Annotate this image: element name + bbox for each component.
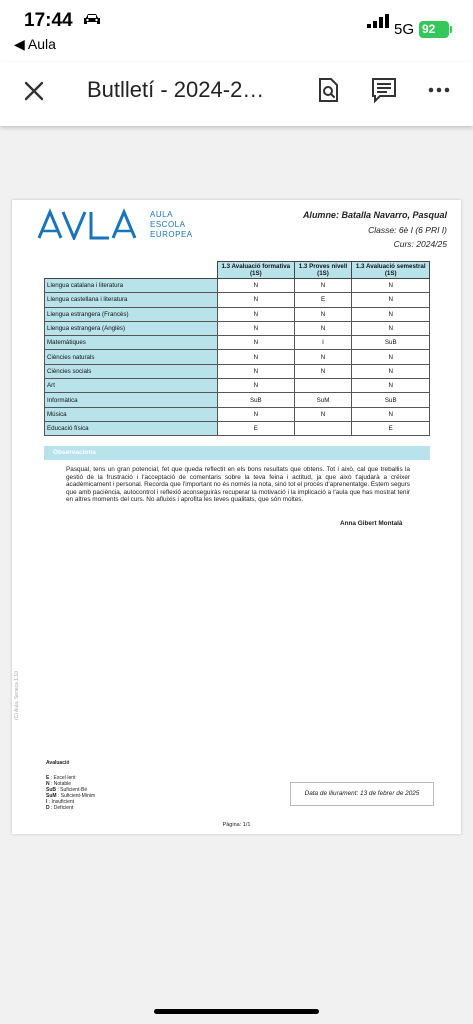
logo-line-3: EUROPEA (150, 230, 193, 239)
grade-cell: N (218, 407, 295, 421)
legend-desc: : Deficient (51, 805, 74, 811)
grade-cell: N (352, 379, 430, 393)
grade-cell (294, 379, 352, 393)
grade-cell: N (218, 321, 295, 335)
teacher-name: Anna Gibert Montalà (340, 520, 403, 527)
legend-desc: : Notable (51, 781, 72, 787)
grade-cell: SuM (294, 393, 352, 407)
signal-icon (367, 14, 389, 28)
legend-desc: : Suficient-Mínim (57, 793, 96, 799)
table-row (45, 321, 430, 335)
grade-cell: E (352, 421, 430, 435)
logo-text (150, 210, 193, 240)
subject-cell: Educació física (45, 421, 218, 435)
legend-code: N (46, 781, 50, 787)
watermark: (C) Aula, Seneca 1.10 (14, 671, 20, 720)
grade-cell: SuB (352, 393, 430, 407)
grade-cell (294, 421, 352, 435)
home-indicator[interactable] (154, 1009, 319, 1014)
grade-cell: I (294, 336, 352, 350)
table-row (45, 393, 430, 407)
observations-text: Pasqual, tens un gran potencial, fet que queda reflectit en els bons resultats que obtens. Tot i això, cal que treballis la gestió de la frustració i l'acceptació de comentaris sobre la teva feina i actitud, ja que això t'ajudarà a créixer acadèmicament i personal. Recorda que l'important no és només la nota, sinó tot el procés d'aprenentatge. Estem segurs que amb paciència, autocontrol i reflexió aconseguiràs recuperar la motivació i la implicació a l'aula que has mostrat tenir en altres moments del curs. No afluixis i aprofita les teves qualitats, que són moltes. (66, 466, 410, 504)
grade-cell: N (218, 336, 295, 350)
legend-desc: : Excel·lent (50, 775, 76, 781)
close-icon[interactable] (22, 79, 46, 103)
subject-cell: Llengua catalana i literatura (45, 279, 218, 293)
subject-cell: Ciències socials (45, 364, 218, 378)
table-row (45, 307, 430, 321)
grade-cell: E (294, 293, 352, 307)
legend-item (46, 805, 95, 811)
comments-icon[interactable] (370, 76, 398, 104)
subject-cell: Informàtica (45, 393, 218, 407)
legend-code: SuB (46, 787, 56, 793)
grade-cell: N (294, 321, 352, 335)
legend-code: E (46, 775, 50, 781)
report-page (12, 200, 461, 834)
grade-cell: N (352, 350, 430, 364)
column-header: 1.3 Avaluació formativa (1S) (218, 262, 295, 279)
grade-cell: N (352, 279, 430, 293)
document-title: Butlletí - 2024-2… (87, 77, 265, 102)
grade-cell: N (218, 279, 295, 293)
observations-header: Observacions (44, 446, 430, 460)
subject-cell: Música (45, 407, 218, 421)
page-number: Pàgina: 1/1 (222, 822, 251, 828)
grade-cell: N (218, 307, 295, 321)
student-name: Alumne: Batalla Navarro, Pasqual (302, 210, 447, 220)
search-document-icon[interactable] (314, 76, 342, 104)
table-row (45, 407, 430, 421)
logo-line-2: ESCOLA (150, 220, 186, 229)
legend-title: Avaluació (46, 760, 70, 766)
back-to-app-link[interactable]: ◀ Aula (14, 36, 56, 52)
grade-cell: N (218, 350, 295, 364)
legend-code: SuM (46, 793, 57, 799)
aula-logo-icon (37, 208, 147, 240)
legend-desc: : Insuficient (48, 799, 75, 805)
grade-cell: N (352, 321, 430, 335)
table-row (45, 364, 430, 378)
table-row (45, 279, 430, 293)
grade-cell: N (352, 407, 430, 421)
delivery-date: Data de lliurament: 13 de febrer de 2025 (290, 782, 434, 806)
battery-icon (450, 26, 452, 33)
grade-cell: SuB (218, 393, 295, 407)
grade-cell: N (218, 293, 295, 307)
school-year: Curs: 2024/25 (393, 239, 447, 249)
status-time: 17:44 (24, 10, 73, 31)
app-bar (0, 62, 473, 126)
grade-legend (46, 760, 95, 811)
subject-cell: Matemàtiques (45, 336, 218, 350)
grade-cell: E (218, 421, 295, 435)
column-header: 1.3 Avaluació semestral (1S) (352, 262, 430, 279)
battery-level: 92 (419, 21, 449, 38)
grade-cell: N (294, 364, 352, 378)
grade-cell: N (218, 364, 295, 378)
subject-cell: Ciències naturals (45, 350, 218, 364)
table-row (45, 350, 430, 364)
subject-cell: Llengua castellana i literatura (45, 293, 218, 307)
header-blank (45, 262, 218, 279)
legend-desc: : Suficient-Bé (57, 787, 88, 793)
table-row (45, 379, 430, 393)
table-row (45, 336, 430, 350)
grade-cell: N (294, 307, 352, 321)
grade-cell: N (294, 407, 352, 421)
student-class: Classe: 6è I (6 PRI I) (368, 225, 447, 235)
subject-cell: Art (45, 379, 218, 393)
grade-cell: N (352, 364, 430, 378)
grade-cell: N (294, 279, 352, 293)
grade-cell: N (352, 307, 430, 321)
grade-cell: SuB (352, 336, 430, 350)
grades-table (44, 261, 430, 436)
subject-cell: Llengua estrangera (Francès) (45, 307, 218, 321)
grade-cell: N (294, 350, 352, 364)
logo-line-1: AULA (150, 210, 173, 219)
subject-cell: Llengua estrangera (Anglès) (45, 321, 218, 335)
legend-code: D (46, 805, 50, 811)
more-options-icon[interactable] (425, 76, 453, 104)
column-header: 1.3 Proves nivell (1S) (294, 262, 352, 279)
table-row (45, 421, 430, 435)
grade-cell: N (352, 293, 430, 307)
legend-code: I (46, 799, 48, 805)
car-icon (83, 13, 101, 26)
network-type: 5G (394, 21, 415, 38)
status-bar (0, 0, 473, 62)
grade-cell: N (218, 379, 295, 393)
table-row (45, 293, 430, 307)
